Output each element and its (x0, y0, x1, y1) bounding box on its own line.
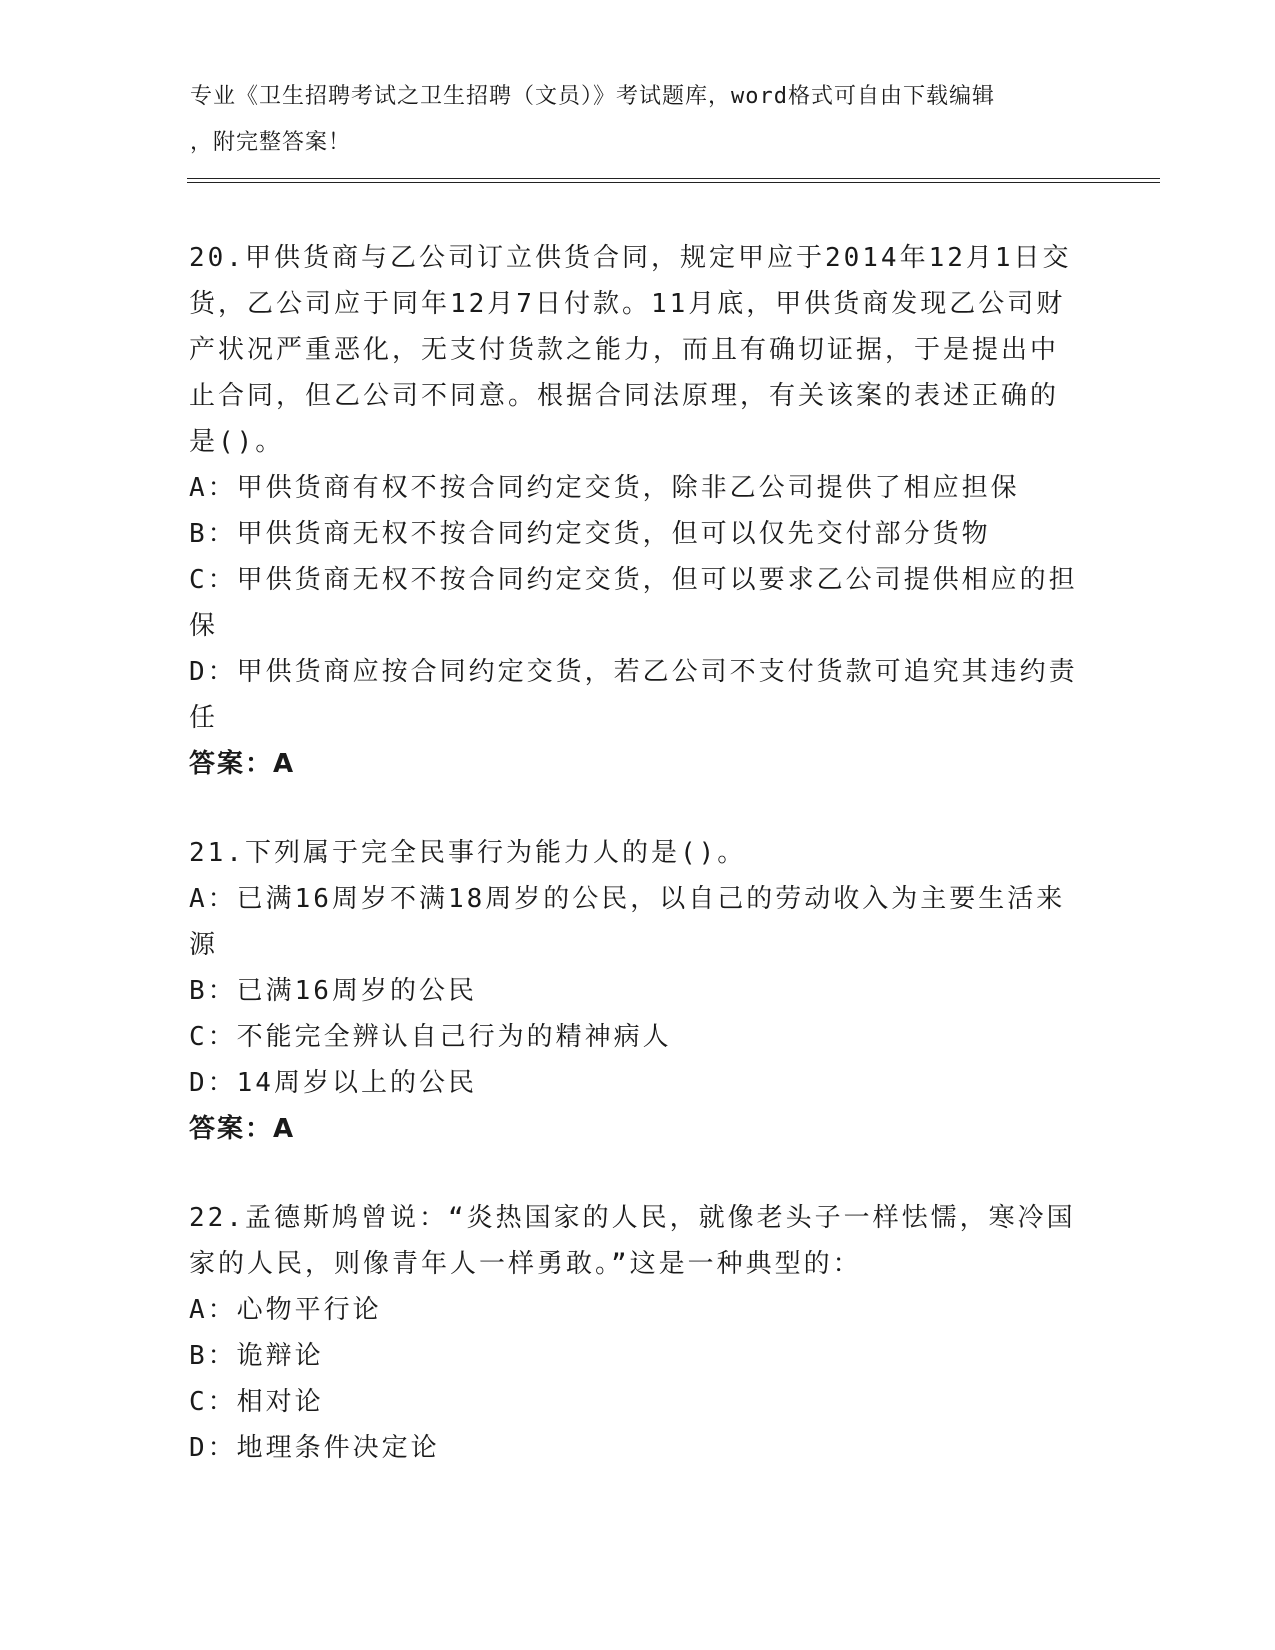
question-stem-line: 22.孟德斯鸠曾说：“炎热国家的人民，就像老头子一样怯懦，寒冷国 (189, 1203, 1076, 1233)
question-20 (189, 235, 1109, 787)
answer-label: 答案：A (189, 749, 296, 779)
option-a: A：心物平行论 (189, 1295, 382, 1325)
header-line: 专业《卫生招聘考试之卫生招聘（文员）》考试题库，word格式可自由下载编辑 (190, 84, 995, 109)
question-22 (189, 1195, 1109, 1471)
option-c: C：甲供货商无权不按合同约定交货，但可以要求乙公司提供相应的担 (189, 565, 1078, 595)
option-a-continued: 源 (189, 930, 219, 960)
question-stem-line: 产状况严重恶化，无支付货款之能力，而且有确切证据，于是提出中 (189, 335, 1060, 365)
header-line: ，附完整答案！ (190, 130, 352, 155)
option-b: B：已满16周岁的公民 (189, 976, 477, 1006)
option-b: B：诡辩论 (189, 1341, 324, 1371)
option-d-continued: 任 (189, 703, 219, 733)
question-stem-line: 家的人民，则像青年人一样勇敢。”这是一种典型的： (189, 1249, 862, 1279)
question-stem-line: 止合同，但乙公司不同意。根据合同法原理，有关该案的表述正确的 (189, 381, 1060, 411)
option-c-continued: 保 (189, 611, 219, 641)
option-d: D：地理条件决定论 (189, 1433, 440, 1463)
option-c: C：相对论 (189, 1387, 324, 1417)
question-21 (189, 830, 1109, 1152)
document-header (190, 74, 1070, 166)
question-stem-line: 20.甲供货商与乙公司订立供货合同，规定甲应于2014年12月1日交 (189, 243, 1072, 273)
question-stem-line: 21.下列属于完全民事行为能力人的是()。 (189, 838, 747, 868)
question-stem-line: 货，乙公司应于同年12月7日付款。11月底，甲供货商发现乙公司财 (189, 289, 1066, 319)
option-d: D：甲供货商应按合同约定交货，若乙公司不支付货款可追究其违约责 (189, 657, 1078, 687)
header-divider (187, 182, 1160, 183)
header-divider (187, 178, 1160, 179)
option-b: B：甲供货商无权不按合同约定交货，但可以仅先交付部分货物 (189, 519, 991, 549)
answer-label: 答案：A (189, 1114, 296, 1144)
option-d: D：14周岁以上的公民 (189, 1068, 477, 1098)
question-list (189, 235, 1109, 1471)
option-c: C：不能完全辨认自己行为的精神病人 (189, 1022, 672, 1052)
question-stem-line: 是()。 (189, 427, 285, 457)
option-a: A：甲供货商有权不按合同约定交货，除非乙公司提供了相应担保 (189, 473, 1020, 503)
option-a: A：已满16周岁不满18周岁的公民，以自己的劳动收入为主要生活来 (189, 884, 1066, 914)
